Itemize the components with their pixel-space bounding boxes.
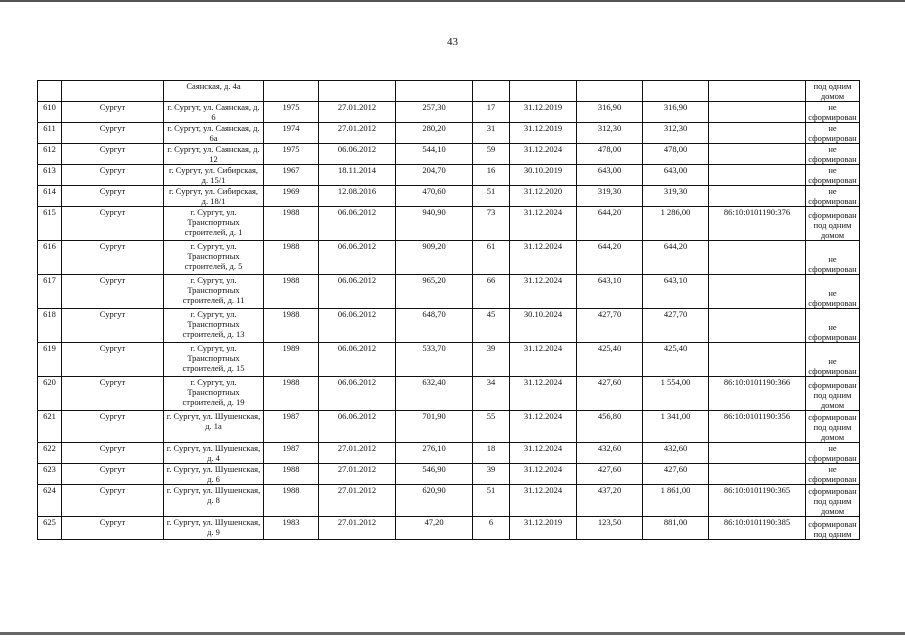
build-year-cell: 1974 xyxy=(264,123,319,144)
decision-date-cell: 27.01.2012 xyxy=(319,102,396,123)
table-row xyxy=(38,241,860,275)
cadastral-number-cell xyxy=(709,165,806,186)
value-a-cell: 427,60 xyxy=(577,377,643,411)
table-row xyxy=(38,123,860,144)
decision-date-cell: 18.11.2014 xyxy=(319,165,396,186)
value-a-cell: 427,70 xyxy=(577,309,643,343)
settlement-cell: Сургут xyxy=(62,517,164,540)
build-year-cell: 1987 xyxy=(264,411,319,443)
value-b-cell: 319,30 xyxy=(643,186,709,207)
land-plot-status-cell: сформирован под одним домом xyxy=(806,411,860,443)
decision-date-cell: 06.06.2012 xyxy=(319,309,396,343)
value-b-cell: 1 554,00 xyxy=(643,377,709,411)
build-year-cell: 1987 xyxy=(264,443,319,464)
resettlement-deadline-cell: 31.12.2019 xyxy=(510,123,577,144)
table-row xyxy=(38,207,860,241)
settlement-cell: Сургут xyxy=(62,464,164,485)
floor-area-cell: 257,30 xyxy=(396,102,473,123)
residents-count-cell: 6 xyxy=(473,517,510,540)
settlement-cell: Сургут xyxy=(62,377,164,411)
table-row xyxy=(38,443,860,464)
build-year-cell: 1988 xyxy=(264,275,319,309)
row-number-cell xyxy=(38,81,62,102)
row-number-cell: 611 xyxy=(38,123,62,144)
cadastral-number-cell xyxy=(709,443,806,464)
residents-count-cell: 34 xyxy=(473,377,510,411)
resettlement-deadline-cell xyxy=(510,81,577,102)
resettlement-deadline-cell: 31.12.2024 xyxy=(510,241,577,275)
value-b-cell: 1 861,00 xyxy=(643,485,709,517)
cadastral-number-cell xyxy=(709,123,806,144)
row-number-cell: 621 xyxy=(38,411,62,443)
table-row xyxy=(38,275,860,309)
scan-bottom-edge xyxy=(0,632,905,635)
land-plot-status-cell: не сформирован xyxy=(806,464,860,485)
resettlement-deadline-cell: 31.12.2024 xyxy=(510,144,577,165)
housing-registry-table xyxy=(37,80,860,540)
resettlement-deadline-cell: 31.12.2019 xyxy=(510,517,577,540)
address-cell: г. Сургут, ул. Транспортных строителей, д. 11 xyxy=(164,275,264,309)
table-row xyxy=(38,102,860,123)
floor-area-cell: 940,90 xyxy=(396,207,473,241)
residents-count-cell: 39 xyxy=(473,343,510,377)
table-row xyxy=(38,343,860,377)
table-row xyxy=(38,517,860,540)
floor-area-cell: 544,10 xyxy=(396,144,473,165)
table-row xyxy=(38,485,860,517)
decision-date-cell: 06.06.2012 xyxy=(319,343,396,377)
build-year-cell: 1988 xyxy=(264,241,319,275)
row-number-cell: 610 xyxy=(38,102,62,123)
address-cell: г. Сургут, ул. Шушенская, д. 8 xyxy=(164,485,264,517)
cadastral-number-cell xyxy=(709,464,806,485)
address-cell: г. Сургут, ул. Транспортных строителей, д. 15 xyxy=(164,343,264,377)
land-plot-status-cell: не сформирован xyxy=(806,443,860,464)
row-number-cell: 617 xyxy=(38,275,62,309)
cadastral-number-cell xyxy=(709,144,806,165)
build-year-cell xyxy=(264,81,319,102)
resettlement-deadline-cell: 30.10.2024 xyxy=(510,309,577,343)
value-a-cell: 437,20 xyxy=(577,485,643,517)
row-number-cell: 616 xyxy=(38,241,62,275)
resettlement-deadline-cell: 31.12.2019 xyxy=(510,102,577,123)
cadastral-number-cell: 86:10:0101190:356 xyxy=(709,411,806,443)
settlement-cell: Сургут xyxy=(62,275,164,309)
resettlement-deadline-cell: 31.12.2024 xyxy=(510,377,577,411)
decision-date-cell: 27.01.2012 xyxy=(319,464,396,485)
value-a-cell: 425,40 xyxy=(577,343,643,377)
value-b-cell xyxy=(643,81,709,102)
build-year-cell: 1988 xyxy=(264,207,319,241)
cadastral-number-cell xyxy=(709,186,806,207)
resettlement-deadline-cell: 31.12.2020 xyxy=(510,186,577,207)
value-b-cell: 643,00 xyxy=(643,165,709,186)
row-number-cell: 620 xyxy=(38,377,62,411)
settlement-cell xyxy=(62,81,164,102)
residents-count-cell: 73 xyxy=(473,207,510,241)
table-row xyxy=(38,81,860,102)
residents-count-cell: 17 xyxy=(473,102,510,123)
resettlement-deadline-cell: 31.12.2024 xyxy=(510,275,577,309)
value-b-cell: 1 286,00 xyxy=(643,207,709,241)
residents-count-cell: 51 xyxy=(473,485,510,517)
land-plot-status-cell: не сформирован xyxy=(806,165,860,186)
value-b-cell: 312,30 xyxy=(643,123,709,144)
build-year-cell: 1988 xyxy=(264,377,319,411)
value-a-cell: 456,80 xyxy=(577,411,643,443)
floor-area-cell: 280,20 xyxy=(396,123,473,144)
land-plot-status-cell: не сформирован xyxy=(806,241,860,275)
residents-count-cell: 66 xyxy=(473,275,510,309)
floor-area-cell: 533,70 xyxy=(396,343,473,377)
address-cell: г. Сургут, ул. Транспортных строителей, д. 1 xyxy=(164,207,264,241)
value-b-cell: 644,20 xyxy=(643,241,709,275)
address-cell: Саянская, д. 4а xyxy=(164,81,264,102)
address-cell: г. Сургут, ул. Саянская, д. 6а xyxy=(164,123,264,144)
settlement-cell: Сургут xyxy=(62,411,164,443)
land-plot-status-cell: под одним домом xyxy=(806,81,860,102)
address-cell: г. Сургут, ул. Сибирская, д. 18/1 xyxy=(164,186,264,207)
address-cell: г. Сургут, ул. Транспортных строителей, д. 19 xyxy=(164,377,264,411)
value-a-cell: 644,20 xyxy=(577,241,643,275)
floor-area-cell: 620,90 xyxy=(396,485,473,517)
residents-count-cell: 18 xyxy=(473,443,510,464)
land-plot-status-cell: сформирован под одним домом xyxy=(806,377,860,411)
residents-count-cell: 39 xyxy=(473,464,510,485)
settlement-cell: Сургут xyxy=(62,207,164,241)
floor-area-cell: 648,70 xyxy=(396,309,473,343)
land-plot-status-cell: не сформирован xyxy=(806,343,860,377)
land-plot-status-cell: не сформирован xyxy=(806,102,860,123)
value-a-cell: 478,00 xyxy=(577,144,643,165)
row-number-cell: 624 xyxy=(38,485,62,517)
settlement-cell: Сургут xyxy=(62,144,164,165)
value-b-cell: 478,00 xyxy=(643,144,709,165)
decision-date-cell: 27.01.2012 xyxy=(319,443,396,464)
row-number-cell: 612 xyxy=(38,144,62,165)
land-plot-status-cell: сформирован под одним xyxy=(806,517,860,540)
decision-date-cell: 06.06.2012 xyxy=(319,275,396,309)
cadastral-number-cell xyxy=(709,309,806,343)
row-number-cell: 625 xyxy=(38,517,62,540)
decision-date-cell: 27.01.2012 xyxy=(319,517,396,540)
residents-count-cell: 51 xyxy=(473,186,510,207)
resettlement-deadline-cell: 31.12.2024 xyxy=(510,485,577,517)
value-b-cell: 643,10 xyxy=(643,275,709,309)
cadastral-number-cell: 86:10:0101190:385 xyxy=(709,517,806,540)
row-number-cell: 618 xyxy=(38,309,62,343)
value-b-cell: 316,90 xyxy=(643,102,709,123)
table-row xyxy=(38,309,860,343)
value-a-cell: 432,60 xyxy=(577,443,643,464)
cadastral-number-cell: 86:10:0101190:366 xyxy=(709,377,806,411)
decision-date-cell: 06.06.2012 xyxy=(319,241,396,275)
floor-area-cell: 546,90 xyxy=(396,464,473,485)
build-year-cell: 1988 xyxy=(264,309,319,343)
resettlement-deadline-cell: 31.12.2024 xyxy=(510,343,577,377)
floor-area-cell: 204,70 xyxy=(396,165,473,186)
build-year-cell: 1975 xyxy=(264,102,319,123)
value-b-cell: 1 341,00 xyxy=(643,411,709,443)
decision-date-cell: 06.06.2012 xyxy=(319,144,396,165)
build-year-cell: 1988 xyxy=(264,464,319,485)
floor-area-cell: 47,20 xyxy=(396,517,473,540)
resettlement-deadline-cell: 30.10.2019 xyxy=(510,165,577,186)
decision-date-cell: 06.06.2012 xyxy=(319,377,396,411)
row-number-cell: 622 xyxy=(38,443,62,464)
cadastral-number-cell xyxy=(709,343,806,377)
land-plot-status-cell: не сформирован xyxy=(806,144,860,165)
decision-date-cell: 27.01.2012 xyxy=(319,123,396,144)
table-row xyxy=(38,186,860,207)
value-a-cell xyxy=(577,81,643,102)
build-year-cell: 1969 xyxy=(264,186,319,207)
build-year-cell: 1967 xyxy=(264,165,319,186)
floor-area-cell: 632,40 xyxy=(396,377,473,411)
address-cell: г. Сургут, ул. Транспортных строителей, д. 5 xyxy=(164,241,264,275)
floor-area-cell: 965,20 xyxy=(396,275,473,309)
floor-area-cell: 470,60 xyxy=(396,186,473,207)
build-year-cell: 1975 xyxy=(264,144,319,165)
row-number-cell: 614 xyxy=(38,186,62,207)
value-b-cell: 432,60 xyxy=(643,443,709,464)
table-body xyxy=(38,81,860,540)
land-plot-status-cell: сформирован под одним домом xyxy=(806,485,860,517)
residents-count-cell: 59 xyxy=(473,144,510,165)
address-cell: г. Сургут, ул. Сибирская, д. 15/1 xyxy=(164,165,264,186)
table-row xyxy=(38,144,860,165)
scan-top-edge xyxy=(0,0,905,2)
address-cell: г. Сургут, ул. Саянская, д. 6 xyxy=(164,102,264,123)
settlement-cell: Сургут xyxy=(62,186,164,207)
floor-area-cell xyxy=(396,81,473,102)
settlement-cell: Сургут xyxy=(62,485,164,517)
cadastral-number-cell xyxy=(709,275,806,309)
build-year-cell: 1989 xyxy=(264,343,319,377)
residents-count-cell: 31 xyxy=(473,123,510,144)
build-year-cell: 1988 xyxy=(264,485,319,517)
cadastral-number-cell xyxy=(709,81,806,102)
value-a-cell: 643,00 xyxy=(577,165,643,186)
land-plot-status-cell: не сформирован xyxy=(806,275,860,309)
cadastral-number-cell xyxy=(709,102,806,123)
resettlement-deadline-cell: 31.12.2024 xyxy=(510,443,577,464)
settlement-cell: Сургут xyxy=(62,165,164,186)
settlement-cell: Сургут xyxy=(62,343,164,377)
cadastral-number-cell xyxy=(709,241,806,275)
floor-area-cell: 276,10 xyxy=(396,443,473,464)
land-plot-status-cell: не сформирован xyxy=(806,186,860,207)
value-a-cell: 427,60 xyxy=(577,464,643,485)
floor-area-cell: 909,20 xyxy=(396,241,473,275)
row-number-cell: 619 xyxy=(38,343,62,377)
land-plot-status-cell: сформирован под одним домом xyxy=(806,207,860,241)
settlement-cell: Сургут xyxy=(62,102,164,123)
table-row xyxy=(38,411,860,443)
table-row xyxy=(38,165,860,186)
address-cell: г. Сургут, ул. Шушенская, д. 9 xyxy=(164,517,264,540)
address-cell: г. Сургут, ул. Шушенская, д. 4 xyxy=(164,443,264,464)
decision-date-cell: 06.06.2012 xyxy=(319,207,396,241)
decision-date-cell: 06.06.2012 xyxy=(319,411,396,443)
cadastral-number-cell: 86:10:0101190:376 xyxy=(709,207,806,241)
residents-count-cell: 61 xyxy=(473,241,510,275)
resettlement-deadline-cell: 31.12.2024 xyxy=(510,464,577,485)
value-b-cell: 425,40 xyxy=(643,343,709,377)
address-cell: г. Сургут, ул. Транспортных строителей, д. 13 xyxy=(164,309,264,343)
settlement-cell: Сургут xyxy=(62,123,164,144)
decision-date-cell: 12.08.2016 xyxy=(319,186,396,207)
residents-count-cell: 45 xyxy=(473,309,510,343)
build-year-cell: 1983 xyxy=(264,517,319,540)
value-a-cell: 319,30 xyxy=(577,186,643,207)
decision-date-cell xyxy=(319,81,396,102)
settlement-cell: Сургут xyxy=(62,241,164,275)
settlement-cell: Сургут xyxy=(62,443,164,464)
decision-date-cell: 27.01.2012 xyxy=(319,485,396,517)
table-row xyxy=(38,464,860,485)
value-b-cell: 427,60 xyxy=(643,464,709,485)
resettlement-deadline-cell: 31.12.2024 xyxy=(510,207,577,241)
address-cell: г. Сургут, ул. Шушенская, д. 1а xyxy=(164,411,264,443)
floor-area-cell: 701,90 xyxy=(396,411,473,443)
residents-count-cell: 16 xyxy=(473,165,510,186)
value-b-cell: 427,70 xyxy=(643,309,709,343)
residents-count-cell: 55 xyxy=(473,411,510,443)
value-a-cell: 643,10 xyxy=(577,275,643,309)
value-a-cell: 123,50 xyxy=(577,517,643,540)
address-cell: г. Сургут, ул. Саянская, д. 12 xyxy=(164,144,264,165)
land-plot-status-cell: не сформирован xyxy=(806,123,860,144)
table-row xyxy=(38,377,860,411)
residents-count-cell xyxy=(473,81,510,102)
value-a-cell: 312,30 xyxy=(577,123,643,144)
cadastral-number-cell: 86:10:0101190:365 xyxy=(709,485,806,517)
value-a-cell: 644,20 xyxy=(577,207,643,241)
land-plot-status-cell: не сформирован xyxy=(806,309,860,343)
value-b-cell: 881,00 xyxy=(643,517,709,540)
address-cell: г. Сургут, ул. Шушенская, д. 6 xyxy=(164,464,264,485)
row-number-cell: 615 xyxy=(38,207,62,241)
value-a-cell: 316,90 xyxy=(577,102,643,123)
resettlement-deadline-cell: 31.12.2024 xyxy=(510,411,577,443)
page-number: 43 xyxy=(447,36,458,48)
row-number-cell: 613 xyxy=(38,165,62,186)
settlement-cell: Сургут xyxy=(62,309,164,343)
row-number-cell: 623 xyxy=(38,464,62,485)
